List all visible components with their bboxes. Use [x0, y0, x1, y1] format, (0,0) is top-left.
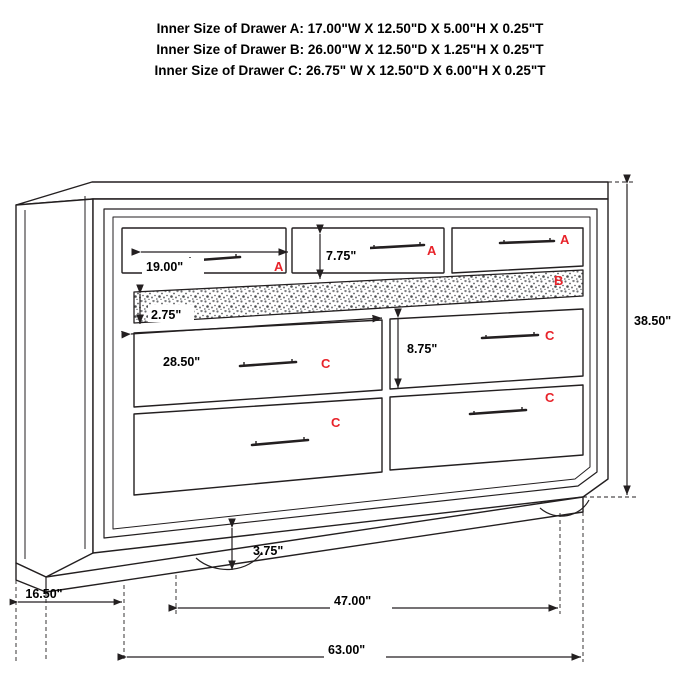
dim-drawer-b-height: 2.75"	[151, 308, 182, 322]
dim-base-height: 3.75"	[253, 544, 284, 558]
dim-drawer-a-height: 7.75"	[326, 249, 357, 263]
dim-depth: 16.50"	[25, 587, 63, 601]
spec-line-b: Inner Size of Drawer B: 26.00"W X 12.50"D X 1.25"H X 0.25"T	[156, 42, 544, 57]
spec-line-a: Inner Size of Drawer A: 17.00"W X 12.50"D X 5.00"H X 0.25"T	[156, 21, 544, 36]
callout-drawer-a-right: A	[560, 232, 570, 247]
spec-line-c: Inner Size of Drawer C: 26.75" W X 12.50"D X 6.00"H X 0.25"T	[154, 63, 546, 78]
dim-total-width: 63.00"	[328, 643, 366, 657]
callout-drawer-c-right-upper: C	[545, 328, 555, 343]
callout-drawer-a-left: A	[274, 259, 284, 274]
dim-drawer-c-height: 8.75"	[407, 342, 438, 356]
dim-drawer-a-width: 19.00"	[146, 260, 184, 274]
callout-drawer-a-mid: A	[427, 243, 437, 258]
callout-drawer-b: B	[554, 273, 564, 288]
dim-total-height: 38.50"	[634, 314, 672, 328]
callout-drawer-c-mid-left: C	[321, 356, 331, 371]
callout-drawer-c-bottom-right: C	[545, 390, 555, 405]
dim-drawer-c-width: 28.50"	[163, 355, 201, 369]
dim-leg-span: 47.00"	[334, 594, 372, 608]
callout-drawer-c-bottom-left: C	[331, 415, 341, 430]
